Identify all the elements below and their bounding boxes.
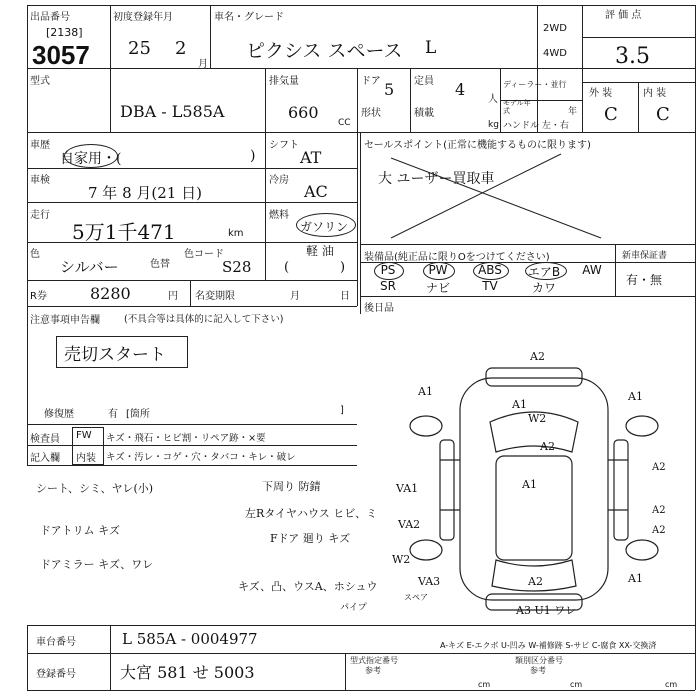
capacity-label: 定員 (414, 76, 434, 87)
history-circle (64, 144, 118, 168)
equip-abs-circle (473, 262, 509, 280)
equip-aw: AW (582, 263, 602, 277)
recycle-value: 8280 (90, 284, 131, 303)
equip-tv: TV (482, 279, 498, 293)
displacement-label: 排気量 (269, 76, 299, 87)
cm-unit-2: cm (570, 680, 583, 689)
warranty-value: 有・無 (626, 273, 663, 287)
warranty-label: 新車保証書 (622, 251, 668, 261)
color-label: 色 (30, 249, 40, 260)
repair-close: ] (340, 405, 344, 416)
sales-point-value: 大 ユーザー買取車 (378, 171, 495, 187)
plate-label: 登録番号 (36, 669, 76, 680)
first-registration-label: 初度登録年月 (113, 12, 173, 23)
ac-label: 冷房 (269, 175, 289, 186)
note-misc: キズ、凸、ウスA、ホシュウ (238, 580, 378, 593)
mileage-label: 走行 (30, 210, 50, 221)
displacement-unit: CC (338, 118, 351, 128)
interior-label: 内 装 (643, 88, 667, 99)
damage-mark: A1 (628, 390, 643, 403)
displacement: 660 (288, 103, 319, 122)
model-year-label: モデル年式 (503, 99, 531, 115)
equip-navi: ナビ (425, 281, 450, 295)
damage-mark: VA2 (398, 518, 421, 531)
shift-label: シフト (269, 140, 299, 151)
damage-mark: W2 (528, 412, 547, 425)
damage-mark: A2 (528, 575, 543, 588)
shift-value: AT (300, 148, 322, 167)
sales-point-label: セールスポイント(正常に機能するものに限ります) (364, 140, 591, 151)
fuel-bracket-open: ( (284, 260, 290, 275)
inspection-label: 車検 (30, 175, 50, 186)
doors-label: ドア (361, 76, 381, 87)
damage-mark: A1 (522, 478, 537, 491)
note-underside: 下周り 防錆 (262, 480, 321, 493)
fw-label: FW (76, 430, 92, 441)
damage-mark: A2 (540, 440, 555, 453)
title-change-label: 名変期限 (195, 291, 235, 302)
sales-cross-lines (361, 150, 695, 244)
cm-unit-3: cm (665, 680, 678, 689)
reference-label-2: 参考 (530, 666, 546, 675)
shape-label: 形状 (361, 108, 381, 119)
notes-value: 売切スタート (64, 345, 166, 365)
note-seat: シート、シミ、ヤレ(小) (36, 482, 154, 495)
capacity: 4 (455, 80, 466, 99)
mileage-value: 5万1千471 (72, 220, 176, 244)
doors: 5 (384, 80, 395, 99)
damage-mark: A1 (418, 385, 433, 398)
entry-label: 記入欄 (30, 453, 60, 464)
damage-legend: A-キズ E-エクボ U-凹み W-補修跡 S-サビ C-腐食 XX-交換済 (440, 641, 657, 650)
drive-4wd-label: 4WD (543, 48, 567, 59)
damage-mark: A3 U1 ワレ (516, 604, 577, 617)
damage-mark: A1 (628, 572, 643, 585)
fuel-diesel: 軽 油 (306, 244, 334, 258)
damage-mark: A2 (530, 350, 545, 363)
fw-box (72, 427, 104, 465)
fw-items: キズ・飛石・ヒビ割・リペア跡・×要 (106, 433, 266, 444)
dealer-label: ディーラー・並行 (503, 80, 567, 89)
note-mirror: ドアミラー キズ、ワレ (40, 558, 154, 571)
equipment-label: 装備品(純正品に限りOをつけてください) (364, 252, 550, 263)
car-name: ピクシス スペース (246, 40, 403, 62)
note-front-door: Fドア 廻り キズ (270, 532, 351, 545)
lot-number-label: 出品番号 (30, 12, 70, 23)
notes-hint: (不具合等は具体的に記入して下さい) (124, 314, 284, 325)
damage-mark: A2 (652, 462, 666, 473)
damage-mark: A1 (512, 398, 527, 411)
inspector-label: 検査員 (30, 434, 60, 445)
damage-mark: W2 (392, 553, 411, 566)
equip-kawa: カワ (531, 281, 556, 295)
designation-label: 型式指定番号 (350, 656, 398, 665)
damage-mark: VA1 (396, 482, 419, 495)
post-items-label: 後日品 (364, 303, 394, 314)
fuel-petrol: ガソリン (300, 220, 349, 234)
note-tire-house: 左Rタイヤハウス ヒビ、ミ (245, 507, 378, 520)
exterior-label: 外 装 (589, 88, 613, 99)
color-change-label: 色替 (150, 259, 170, 270)
car-grade: L (425, 38, 437, 58)
chassis-label: 車台番号 (36, 637, 76, 648)
chassis-number: L 585A - 0004977 (122, 630, 258, 648)
reference-label-1: 参考 (365, 666, 381, 675)
interior-items: キズ・汚レ・コゲ・穴・タバコ・キレ・破レ (106, 452, 296, 463)
recycle-label: R券 (30, 291, 47, 302)
equip-airbag: エアB (527, 265, 561, 279)
color-value: シルバー (60, 258, 119, 276)
equip-ps-circle (374, 262, 404, 280)
plate-number: 大宮 581 せ 5003 (120, 663, 255, 682)
registration-year: 25 (128, 38, 151, 59)
handle-label: ハンドル 左・右 (503, 121, 569, 131)
equip-pw: PW (428, 263, 448, 277)
recycle-unit: 円 (168, 291, 178, 302)
notes-label: 注意事項申告欄 (30, 315, 100, 326)
load-unit: kg (488, 120, 499, 130)
repair-yes: 有 (108, 409, 118, 420)
classification-label: 類別区分番号 (515, 656, 563, 665)
note-pipe: パイプ (340, 603, 367, 613)
model-code: DBA - L585A (120, 102, 225, 121)
note-door-trim: ドアトリム キズ (40, 524, 120, 537)
equip-sr: SR (380, 279, 396, 293)
score-value: 3.5 (615, 44, 650, 69)
repair-place: [箇所 (126, 409, 150, 420)
exterior-grade: C (604, 104, 618, 125)
lot-sub-number: [2138] (46, 26, 83, 39)
history-label: 車歴 (30, 140, 50, 151)
drive-2wd-label: 2WD (543, 23, 567, 34)
repair-label: 修復歴 (44, 409, 74, 420)
lot-number: 3057 (32, 40, 90, 70)
score-label: 評 価 点 (605, 10, 642, 21)
interior-row-label: 内装 (76, 453, 96, 464)
capacity-unit: 人 (488, 94, 498, 105)
spare-label: スペア (404, 593, 428, 602)
fuel-petrol-circle (296, 213, 356, 237)
equip-pw-circle (423, 262, 455, 280)
inspection-value: 7 年 8 月(21 日) (88, 184, 202, 202)
title-day: 日 (340, 291, 350, 302)
month-unit: 月 (198, 59, 208, 70)
equip-abs: ABS (478, 263, 502, 277)
history-value: 自家用・( (60, 151, 122, 167)
year-unit: 年 (568, 107, 578, 117)
damage-mark: VA3 (418, 575, 441, 588)
fuel-label: 燃料 (269, 210, 289, 221)
equip-ps: PS (380, 263, 396, 277)
mileage-unit: km (228, 228, 244, 239)
color-code: S28 (222, 258, 252, 276)
registration-month: 2 (175, 38, 187, 59)
equip-airbag-circle (525, 262, 567, 280)
load-label: 積載 (414, 108, 434, 119)
damage-mark: A2 (652, 525, 666, 536)
history-close: ) (250, 148, 256, 164)
model-type-label: 型式 (30, 76, 50, 87)
car-name-label: 車名・グレード (214, 12, 284, 23)
interior-grade: C (656, 104, 670, 125)
cm-unit-1: cm (478, 680, 491, 689)
damage-mark: A2 (652, 505, 666, 516)
ac-value: AC (304, 182, 328, 201)
title-month: 月 (290, 291, 300, 302)
fuel-bracket-close: ) (340, 260, 346, 275)
color-code-label: 色コード (184, 249, 224, 260)
